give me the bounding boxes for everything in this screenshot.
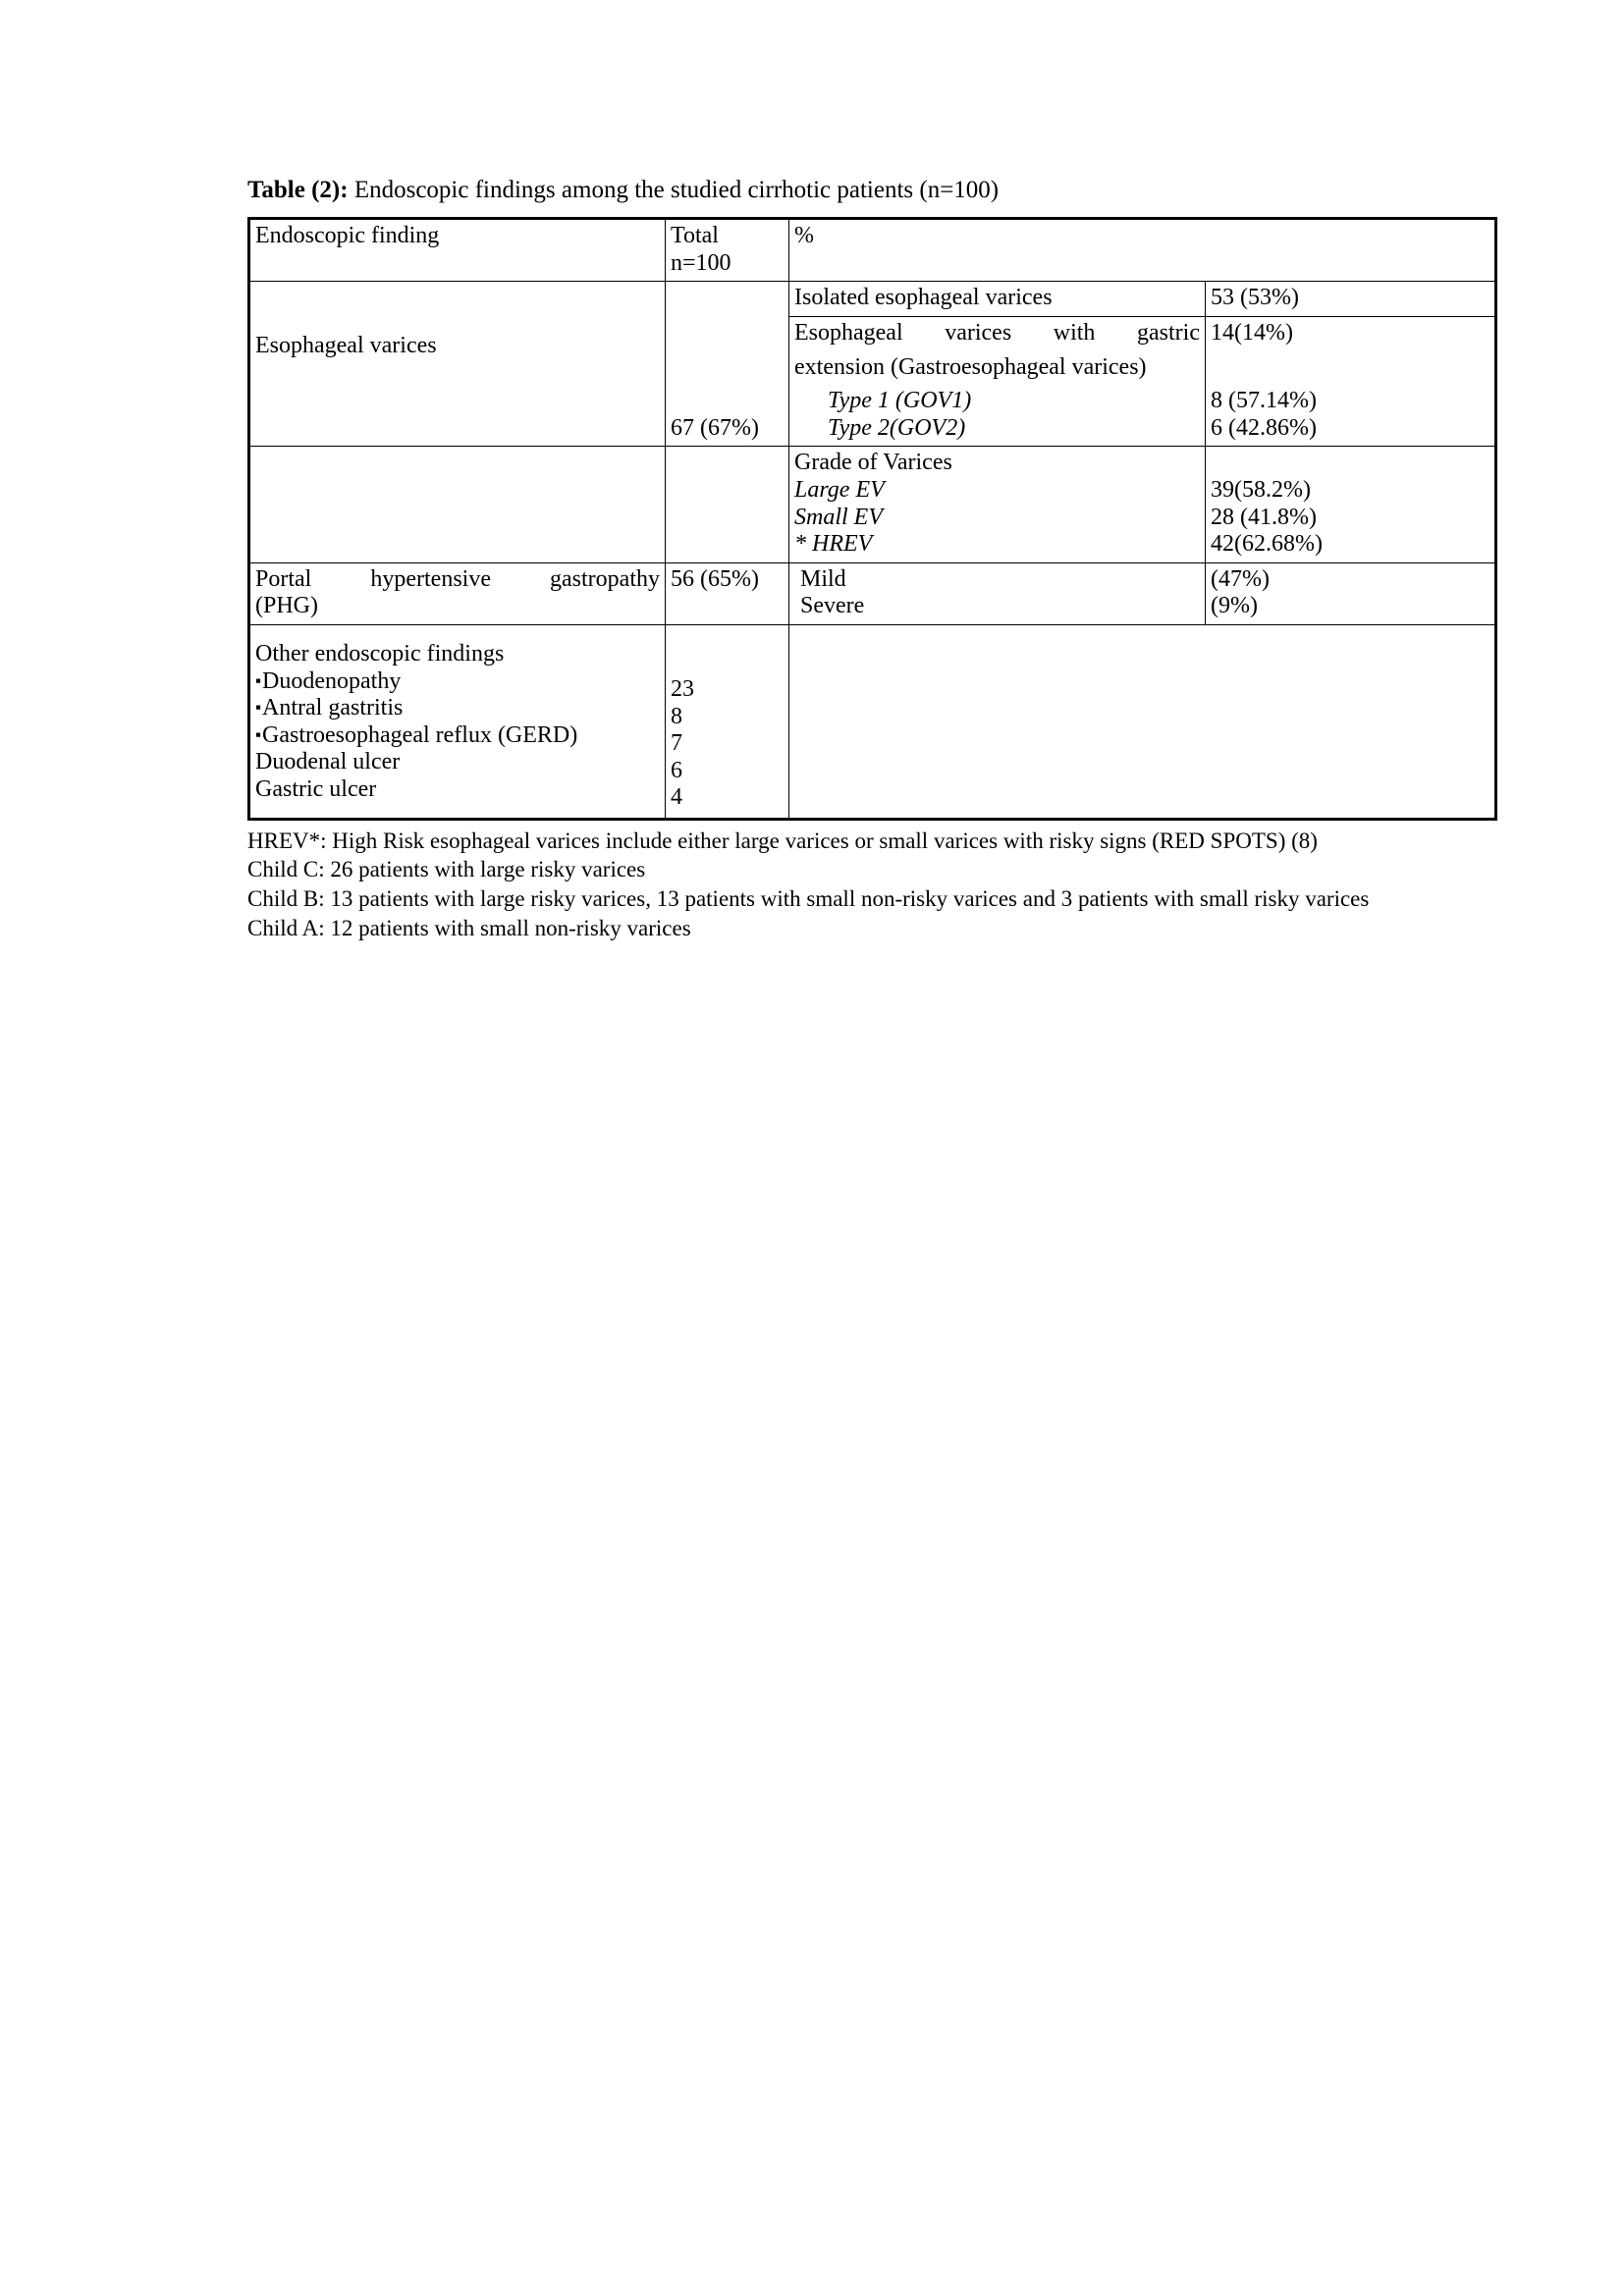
- other-findings-spacer-1: [789, 624, 1206, 819]
- other-findings-labels: [249, 624, 666, 819]
- endoscopic-findings-table: [247, 217, 1497, 820]
- other-findings-value-list: [671, 676, 694, 812]
- table-block: [247, 175, 1496, 943]
- other-findings-title: Other endoscopic findings: [255, 640, 505, 667]
- table-row: [249, 562, 1496, 624]
- header-percent: %: [789, 219, 1206, 282]
- sub-value-gov1: 8 (57.14%): [1211, 388, 1317, 414]
- table-caption-text: Endoscopic findings among the studied cirrhotic patients (n=100): [348, 177, 1000, 203]
- grade-title-spacer: [1211, 450, 1489, 477]
- phg-value-mild: (47%): [1211, 565, 1270, 592]
- row-label-phg: [249, 562, 666, 624]
- footnote-hrev: HREV*: High Risk esophageal varices include either large varices or small varices with risky signs (RED SPOTS) (8): [247, 828, 1318, 853]
- other-finding-value: 6: [671, 757, 682, 783]
- grade-value-large-ev: 39(58.2%): [1211, 477, 1311, 503]
- table-row: [249, 282, 1496, 317]
- phg-label-severe: Severe: [800, 593, 865, 619]
- other-finding-item: [255, 722, 660, 750]
- phg-total: 56 (65%): [666, 562, 789, 624]
- esophageal-varices-total: 67 (67%): [671, 414, 759, 441]
- grade-total-blank: [666, 447, 789, 562]
- other-finding-label: Gastroesophageal reflux (GERD): [262, 721, 578, 748]
- other-finding-value: 4: [671, 784, 682, 811]
- other-finding-item: [255, 668, 660, 696]
- phg-sub-values: [1206, 562, 1496, 624]
- other-finding-item: [255, 695, 660, 722]
- other-finding-item: [255, 776, 660, 804]
- table-header-row: [249, 219, 1496, 282]
- grade-label-small-ev: Small EV: [794, 504, 883, 530]
- table-row: [249, 447, 1496, 562]
- bullet-icon: ▪: [255, 724, 262, 744]
- esophageal-varices-name: Esophageal varices: [255, 333, 437, 359]
- other-finding-label: Duodenal ulcer: [255, 749, 401, 775]
- phg-value-severe: (9%): [1211, 593, 1258, 619]
- sub-label-gov2: Type 2(GOV2): [828, 414, 966, 441]
- sub-value-gov-types: [1206, 385, 1496, 447]
- row-label-esophageal-varices: [249, 282, 666, 447]
- table-row: [249, 624, 1496, 819]
- phg-label-mild: Mild: [800, 565, 846, 592]
- sub-label-isolated-ev: Isolated esophageal varices: [789, 282, 1206, 317]
- sub-value-isolated-ev: 53 (53%): [1206, 282, 1496, 317]
- grade-label-large-ev: Large EV: [794, 477, 885, 503]
- sub-label-gov-types: [789, 385, 1206, 447]
- sub-label-gov1: Type 1 (GOV1): [828, 388, 972, 414]
- other-finding-label: Duodenopathy: [262, 667, 402, 694]
- footnote-child-b: Child B: 13 patients with large risky varices, 13 patients with small non-risky varices and 3 patients with small risky varices: [247, 886, 1370, 912]
- phg-name-line1: Portal hypertensive gastropathy: [255, 565, 660, 592]
- other-finding-label: Gastric ulcer: [255, 775, 377, 802]
- table-caption-label: Table (2):: [247, 177, 349, 203]
- table-caption: [247, 175, 1496, 205]
- grade-value-hrev: 42(62.68%): [1211, 531, 1323, 558]
- table-footnotes: [247, 827, 1386, 944]
- other-finding-item: [255, 749, 660, 776]
- grade-of-varices-title: Grade of Varices: [794, 450, 952, 476]
- row-label-grade-blank: [249, 447, 666, 562]
- sub-label-ev-gastric-extension-line1: Esophageal varices with gastric: [789, 317, 1206, 351]
- bullet-icon: ▪: [255, 670, 262, 690]
- other-finding-value: 7: [671, 730, 682, 757]
- header-total: Total n=100: [666, 219, 789, 282]
- phg-sub-labels: [789, 562, 1206, 624]
- other-findings-values: [666, 624, 789, 819]
- grade-of-varices-values: [1206, 447, 1496, 562]
- phg-name-line2: (PHG): [255, 593, 318, 619]
- footnote-child-c: Child C: 26 patients with large risky varices: [247, 857, 646, 882]
- grade-of-varices-labels: [789, 447, 1206, 562]
- other-finding-value: 8: [671, 703, 682, 729]
- esophageal-varices-total-cell: [666, 282, 789, 447]
- sub-value-gov2: 6 (42.86%): [1211, 414, 1317, 441]
- grade-label-hrev: * HREV: [794, 531, 873, 558]
- other-finding-label: Antral gastritis: [262, 695, 404, 721]
- grade-value-small-ev: 28 (41.8%): [1211, 504, 1317, 530]
- bullet-icon: ▪: [255, 698, 262, 718]
- sub-value-spacer: [1206, 351, 1496, 386]
- header-endoscopic-finding: Endoscopic finding: [249, 219, 666, 282]
- sub-label-ev-gastric-extension-line2: extension (Gastroesophageal varices): [789, 351, 1206, 386]
- other-findings-spacer-2: [1206, 624, 1496, 819]
- footnote-child-a: Child A: 12 patients with small non-risky varices: [247, 916, 691, 941]
- sub-value-ev-gastric-extension: 14(14%): [1206, 317, 1496, 351]
- header-spacer: [1206, 219, 1496, 282]
- other-finding-value: 23: [671, 675, 694, 702]
